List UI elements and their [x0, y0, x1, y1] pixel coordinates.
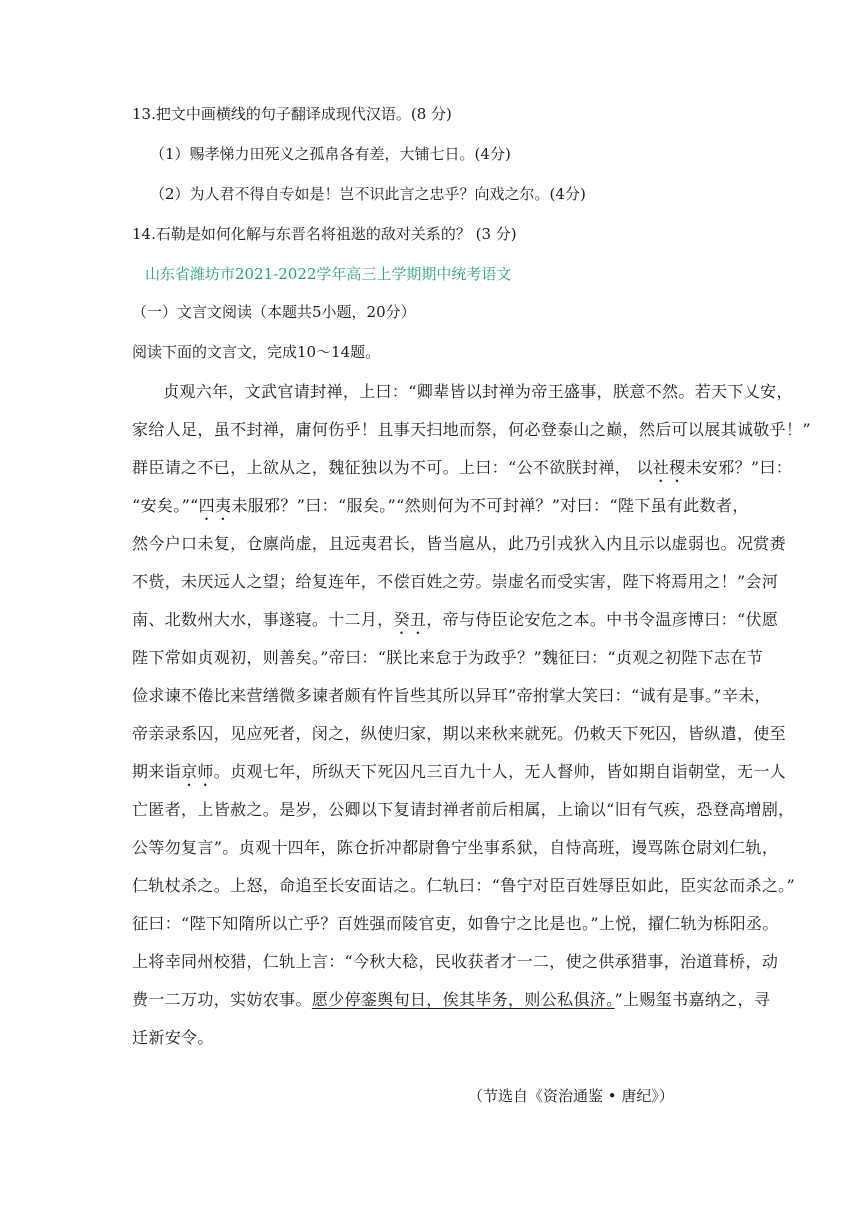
passage-text: 。贞观七年，所纵天下死囚凡三百九十人，无人督帅，皆如期自诣朝堂，无一人: [213, 762, 787, 781]
question-13-part-1: （1）赐孝悌力田死义之孤帛各有差，大铺七日。(4分): [150, 145, 511, 163]
passage-text: ，帝与侍臣论安危之本。中书令温彦博曰：“伏愿: [426, 610, 779, 629]
instruction: 阅读下面的文言文，完成10～14题。: [132, 343, 381, 361]
passage-line: 仁轨杖杀之。上怒，命追至长安面诘之。仁轨曰：“鲁宁对臣百姓辱臣如此，臣实忿而杀之。”: [132, 876, 796, 895]
passage-line: [132, 610, 779, 638]
emphasized-term: 四夷: [198, 496, 232, 515]
passage-line: 公等勿复言”。贞观十四年，陈仓折冲都尉鲁宁坐事系狱，自恃高班，谩骂陈仓尉刘仁轨，: [132, 838, 779, 857]
passage-text: 费一二万功，实妨农事。: [132, 990, 312, 1009]
passage-text: 未安邪？”曰：: [685, 458, 793, 477]
section-title: 山东省潍坊市2021-2022学年高三上学期期中统考语文: [145, 265, 512, 283]
question-13: 13.把文中画横线的句子翻译成现代汉语。(8 分): [132, 105, 452, 123]
emphasized-term: 癸丑: [393, 610, 427, 629]
question-14: 14.石勒是如何化解与东晋名将祖逖的敌对关系的？ (3 分): [132, 225, 517, 243]
passage-line: 亡匿者，上皆赦之。是岁，公卿以下复请封禅者前后相属，上谕以“旧有气疾，恐登高增剧，: [132, 800, 795, 819]
passage-text: 南、北数州大水，事遂寝。十二月，: [132, 610, 394, 629]
passage-text: 群臣请之不已，上欲从之，魏征独以为不可。上曰：“公不欲朕封禅， 以: [132, 458, 653, 477]
emphasized-term: 京师: [181, 762, 214, 781]
question-13-part-2: （2）为人君不得自专如是！岂不识此言之忠乎？向戏之尔。(4分): [150, 185, 586, 203]
underlined-sentence: 愿少停銮舆旬日，俟其毕务，则公私俱济。: [311, 990, 615, 1009]
passage-line: 帝亲录系囚，见应死者，闵之，纵使归家，期以来秋来就死。仍敕天下死囚，皆纵遣，使至: [132, 724, 787, 743]
passage-text: 期来诣: [132, 762, 182, 781]
passage-line: [132, 496, 749, 524]
source-citation: （节选自《资治通鉴 • 唐纪》）: [468, 1087, 674, 1105]
part-heading: （一）文言文阅读（本题共5小题，20分）: [132, 303, 416, 321]
emphasized-term: 社稷: [652, 458, 686, 477]
passage-line: 贞观六年，文武官请封禅，上曰：“卿辈皆以封禅为帝王盛事，朕意不然。若天下乂安，: [163, 382, 793, 401]
passage-line: [132, 990, 771, 1010]
passage-line: 俭求谏不倦比来营缮微多谏者颇有忤旨些其所以异耳”帝拊掌大笑曰：“诚有是事。”辛未，: [132, 686, 771, 705]
passage-line: [132, 762, 787, 790]
passage-text: “安矣。”“: [132, 496, 199, 515]
passage-line: 不赀，未厌远人之望；给复连年，不偿百姓之劳。崇虚名而受实害，陛下将焉用之！”会河: [132, 572, 779, 591]
passage-line: 上将幸同州校猎，仁轨上言：“今秋大稔，民收获者才一二，使之供承猎事，治道葺桥，动: [132, 952, 779, 971]
passage-line: 征曰：“陛下知隋所以亡乎？百姓强而陵官吏，如鲁宁之比是也。”上悦，擢仁轨为栎阳丞。: [132, 914, 779, 933]
passage-line: 家给人足，虽不封禅，庸何伤乎！且事天扫地而祭，何必登泰山之巅，然后可以展其诚敬乎！”: [132, 420, 811, 439]
passage-line: 然今户口未复，仓廪尚虚，且远夷君长，皆当扈从，此乃引戎狄入内且示以虚弱也。况赏赉: [132, 534, 787, 553]
passage-line: 迁新安令。: [132, 1028, 214, 1047]
passage-text: 未服邪？”曰：“服矣。”“然则何为不可封禅？”对曰：“陛下虽有此数者，: [231, 496, 749, 515]
passage-text: ”上赐玺书嘉纳之，寻: [614, 990, 771, 1009]
passage-line: 陛下常如贞观初，则善矣。”帝曰：“朕比来怠于为政乎？”魏征曰：“贞观之初陛下志在节: [132, 648, 764, 667]
passage-line: [132, 458, 793, 486]
